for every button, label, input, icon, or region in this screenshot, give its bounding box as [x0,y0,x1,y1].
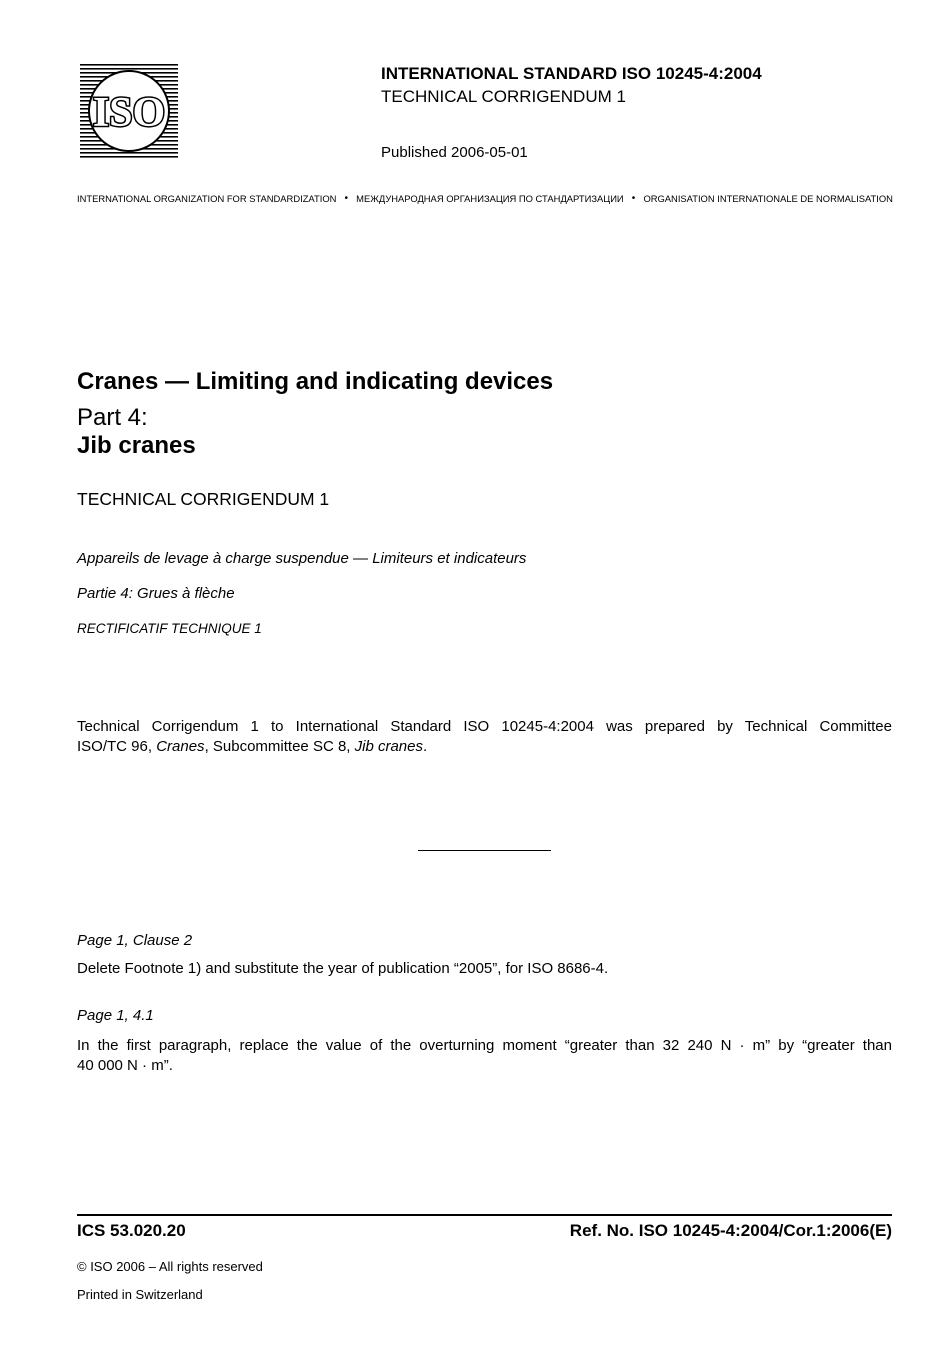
french-corrigendum: RECTIFICATIF TECHNIQUE 1 [77,621,262,636]
standard-title: INTERNATIONAL STANDARD ISO 10245-4:2004 [381,64,762,83]
correction-heading: Page 1, 4.1 [77,1007,154,1024]
ics-code: ICS 53.020.20 [77,1221,186,1240]
document-title: Cranes — Limiting and indicating devices [77,368,554,395]
preparation-text: . [423,738,428,755]
org-name-french: ORGANISATION INTERNATIONALE DE NORMALISATION [643,193,893,204]
org-name-english: INTERNATIONAL ORGANIZATION FOR STANDARDIZATION [77,193,337,204]
published-date: Published 2006-05-01 [381,144,528,161]
french-title: Appareils de levage à charge suspendue — Limiteurs et indicateurs [77,550,527,567]
french-part: Partie 4: Grues à flèche [77,585,235,602]
part-subject: Jib cranes [77,432,196,459]
preparation-line-1: Technical Corrigendum 1 to International Standard ISO 10245-4:2004 was prepared by Technical Committee [77,718,892,735]
preparation-paragraph [77,717,892,757]
separator-line [418,850,551,851]
copyright-notice: © ISO 2006 – All rights reserved [77,1259,263,1274]
title-corrigendum: TECHNICAL CORRIGENDUM 1 [77,489,330,509]
reference-number: Ref. No. ISO 10245-4:2004/Cor.1:2006(E) [569,1221,892,1240]
footer-rule [77,1214,892,1216]
printed-location: Printed in Switzerland [77,1287,203,1302]
correction-heading: Page 1, Clause 2 [77,932,193,949]
iso-logo-text: ISO [92,90,166,136]
correction-text [77,1036,892,1076]
iso-logo [80,64,178,158]
preparation-text: , Subcommittee SC 8, [204,738,355,755]
correction-text-line-2: 40 000 N · m”. [77,1057,173,1074]
bullet-separator: • [631,193,636,204]
corrigendum-label: TECHNICAL CORRIGENDUM 1 [381,87,626,106]
bullet-separator: • [344,193,349,204]
subcommittee-name: Jib cranes [354,738,423,755]
committee-name: Cranes [156,738,205,755]
iso-logo-graphic [80,64,178,158]
org-name-russian: МЕЖДУНАРОДНАЯ ОРГАНИЗАЦИЯ ПО СТАНДАРТИЗАЦИИ [356,193,624,204]
organization-line [77,193,893,204]
correction-text: Delete Footnote 1) and substitute the year of publication “2005”, for ISO 8686-4. [77,960,609,977]
preparation-text: ISO/TC 96, [77,738,157,755]
correction-text-line-1: In the first paragraph, replace the value of the overturning moment “greater than 32 240 N · m” by “greater than [77,1037,892,1054]
part-number: Part 4: [77,404,148,431]
